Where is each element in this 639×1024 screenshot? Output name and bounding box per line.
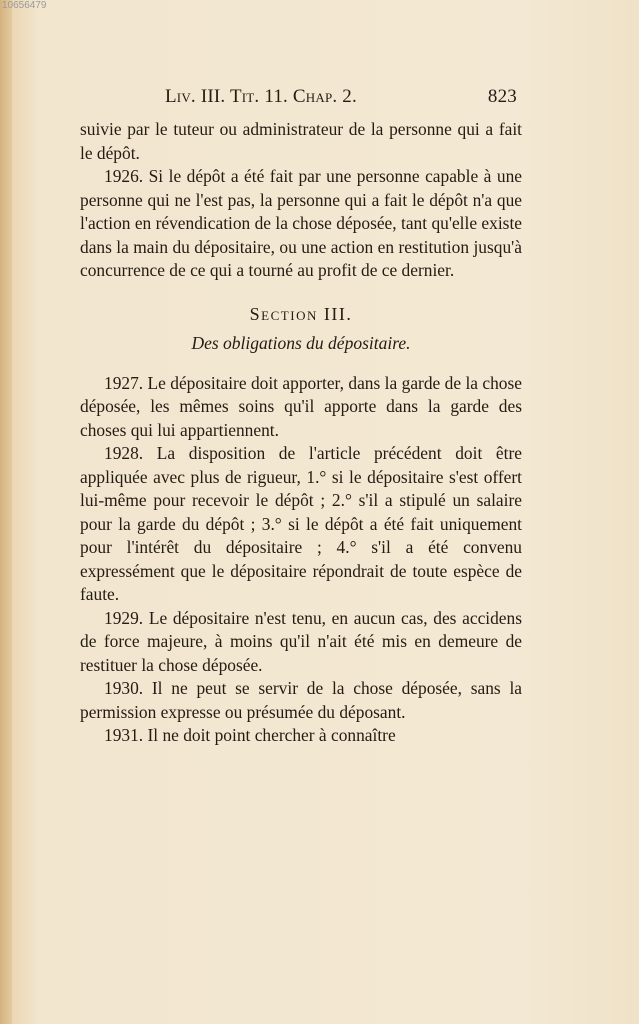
running-title: Liv. III. Tit. 11. Chap. 2. bbox=[165, 86, 357, 107]
scan-id-label: 10656479 bbox=[2, 0, 47, 11]
article-1931: 1931. Il ne doit point chercher à connaître bbox=[104, 725, 396, 745]
article-1929: 1929. Le dépositaire n'est tenu, en aucun cas, des accidens de force majeure, à moins qu'il n'ait été mis en demeure de restituer la chose déposée. bbox=[80, 607, 522, 675]
paragraph-continued: suivie par le tuteur ou administrateur de la personne qui a fait le dépôt. bbox=[80, 119, 522, 163]
article-1926: 1926. Si le dépôt a été fait par une personne capable à une personne qui ne l'est pas, la personne qui a fait le dépôt n'a que l'action en révendication de la chose déposée, tant qu'elle existe dans la main du dépositaire, ou une action en restitution jusqu'à concurrence de ce qui a tourné au profit de ce dernier. bbox=[80, 166, 522, 280]
article-1927: 1927. Le dépositaire doit apporter, dans la garde de la chose déposée, les mêmes soins qu'il apporte dans la garde des choses qui lui appartiennent. bbox=[80, 372, 522, 440]
section-title: Des obligations du dépositaire. bbox=[191, 333, 411, 353]
page-text bbox=[80, 118, 522, 748]
article-1930: 1930. Il ne peut se servir de la chose déposée, sans la permission expresse ou présumée du déposant. bbox=[80, 678, 522, 722]
page-number: 823 bbox=[487, 86, 517, 107]
section-heading: Section III. bbox=[249, 303, 353, 324]
page-binding-edge bbox=[0, 0, 12, 1024]
article-1928: 1928. La disposition de l'article précédent doit être appliquée avec plus de rigueur, 1.° si le dépositaire s'est offert lui-même pour recevoir le dépôt ; 2.° s'il a stipulé un salaire pour la garde du dépôt ; 3.° si le dépôt a été fait uniquement pour l'intérêt du dépositaire ; 4.° s'il a été convenu expressément que le dépositaire répondrait de toute espèce de faute. bbox=[80, 443, 522, 604]
running-head bbox=[165, 86, 517, 114]
